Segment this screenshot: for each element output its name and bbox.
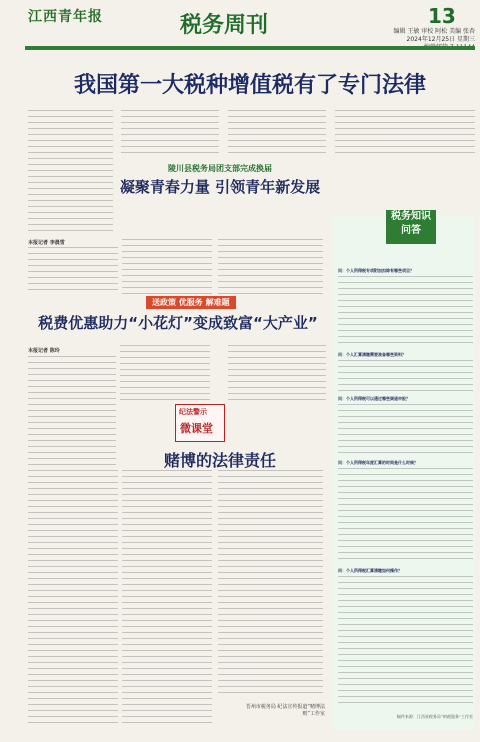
- article1-col1: [28, 247, 118, 295]
- article3-title: 赌博的法律责任: [163, 451, 276, 470]
- micro-badge-top: 纪法警示: [179, 408, 207, 416]
- qa-answer-4: [338, 468, 473, 564]
- article2-band: 送政策 优服务 解难题: [146, 296, 236, 309]
- qa-head-bottom: 问答: [401, 225, 421, 236]
- micro-badge-bottom: 微课堂: [180, 422, 213, 435]
- section-title: 税务周刊: [180, 13, 269, 38]
- article1-kicker: 陵川县税务局团支部完成换届: [168, 164, 272, 173]
- paper-name: 江西青年报: [28, 9, 103, 25]
- header-meta-line1: 编辑 王敏 审校 阿松 美编 张杏 2024年12月25日 星期三: [393, 28, 475, 43]
- page-number: 13: [428, 4, 456, 28]
- main-article-col4: [335, 110, 475, 158]
- header-rule: [25, 46, 475, 50]
- main-headline: 我国第一大税种增值税有了专门法律: [73, 73, 426, 98]
- article3-byline: 晋州市税务局 纪法宣传报道“赌博法则”工作室: [245, 704, 325, 717]
- qa-question-2: 问：个人汇算清缴需要准备哪些资料？: [338, 352, 406, 357]
- article2-col2: [120, 345, 210, 405]
- main-article-col2: [121, 110, 219, 156]
- article2-title: 税费优惠助力“小花灯”变成致富“大产业”: [38, 314, 318, 332]
- article3-col3: [218, 470, 323, 698]
- article3-col1: [28, 470, 118, 725]
- article2-col1: [28, 356, 116, 470]
- qa-answer-1: [338, 276, 473, 348]
- article2-author: 本报记者 陈玲: [28, 348, 60, 354]
- qa-sidebar-head: [386, 210, 436, 244]
- article1-col2: [122, 239, 212, 295]
- qa-head-top: 税务知识: [391, 211, 431, 222]
- qa-answer-5: [338, 576, 473, 708]
- micro-classroom-badge: [175, 404, 225, 442]
- qa-question-3: 问：个人所得税可以通过哪些渠道申报？: [338, 396, 410, 401]
- article1-author: 本报记者 李晨雪: [28, 240, 65, 246]
- qa-answer-3: [338, 404, 473, 456]
- qa-answer-2: [338, 360, 473, 392]
- article1-col3: [218, 239, 323, 295]
- article1-title: 凝聚青春力量 引领青年新发展: [119, 178, 321, 196]
- qa-question-5: 问：个人所得税汇算清缴如何操作？: [338, 568, 402, 573]
- article3-col2: [122, 470, 212, 725]
- qa-footer: 稿件来源：江西省税务局“纳税服务”工作室: [396, 714, 473, 719]
- masthead: [0, 0, 480, 62]
- main-article-col1: [28, 110, 113, 236]
- main-article-col3: [228, 110, 326, 156]
- article2-col3: [228, 345, 326, 405]
- qa-question-4: 问：个人所得税年度汇算的时间是什么时候？: [338, 460, 418, 465]
- qa-question-1: 问：个人所得税专项附加扣除有哪些项目？: [338, 268, 414, 273]
